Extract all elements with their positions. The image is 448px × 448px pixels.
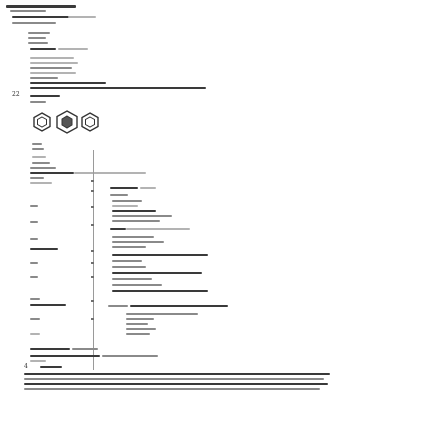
text-line [126,228,190,230]
text-line [108,305,128,307]
hexagon-ring-icon [80,112,100,132]
hexagon-ring-filled-icon [55,110,79,134]
text-line [24,373,330,375]
header-line [12,16,70,18]
tick-mark [91,300,94,302]
text-line [30,355,100,357]
text-line [30,318,40,320]
tick-mark [91,224,94,226]
header-line [68,16,96,18]
text-line [112,284,162,286]
text-line [112,254,208,256]
text-line [30,177,44,179]
text-line [32,148,44,150]
text-line [32,156,46,158]
text-line [112,210,156,212]
text-line [30,72,76,74]
text-line [28,32,50,34]
text-line [30,82,106,84]
text-line [72,348,98,350]
text-line [130,305,228,307]
text-line [30,205,38,207]
text-line [126,333,150,335]
text-line [112,241,164,243]
tick-mark [91,276,94,278]
header-line [10,10,46,12]
text-line [24,383,328,385]
text-line [110,187,138,189]
text-line [32,143,42,145]
section-number: 4 [24,363,28,370]
tick-mark [91,262,94,264]
text-line [30,360,46,362]
text-line [112,205,138,207]
text-line [126,323,148,325]
text-line [112,278,152,280]
text-line [24,388,320,390]
tick-mark [91,206,94,208]
text-line [30,167,56,169]
tick-mark [91,250,94,252]
text-line [30,276,38,278]
text-line [110,194,128,196]
text-line [24,378,324,380]
text-line [58,48,88,50]
text-line [30,57,74,59]
header-line [12,22,56,24]
text-line [112,272,202,274]
text-line [30,87,206,89]
text-line [40,366,62,368]
text-line [30,95,60,97]
text-line [126,313,198,315]
text-line [74,172,146,174]
text-line [112,200,142,202]
text-line [112,220,160,222]
text-line [30,248,58,250]
text-line [126,328,156,330]
text-line [126,318,154,320]
text-line [30,182,52,184]
text-line [30,67,72,69]
text-line [30,348,70,350]
text-line [102,355,158,357]
text-line [28,42,48,44]
text-line [112,266,146,268]
text-line [30,62,78,64]
text-line [112,236,154,238]
text-line [28,37,46,39]
text-line [112,215,172,217]
text-line [30,221,38,223]
text-line [30,77,58,79]
text-line [30,48,56,50]
text-line [30,262,38,264]
text-line [112,260,142,262]
tick-mark [91,180,94,182]
text-line [30,304,66,306]
tick-mark [91,190,94,192]
text-line [112,290,208,292]
text-line [30,238,38,240]
text-line [30,298,40,300]
text-line [110,228,126,230]
text-line [30,333,40,335]
section-number: 22 [12,91,20,98]
tick-mark [91,318,94,320]
vertical-rule [93,150,94,370]
text-line [30,101,46,103]
hexagon-ring-icon [32,112,52,132]
text-line [140,187,156,189]
header-title-line [6,5,76,8]
text-line [112,246,146,248]
text-line [30,172,74,174]
text-line [32,162,50,164]
